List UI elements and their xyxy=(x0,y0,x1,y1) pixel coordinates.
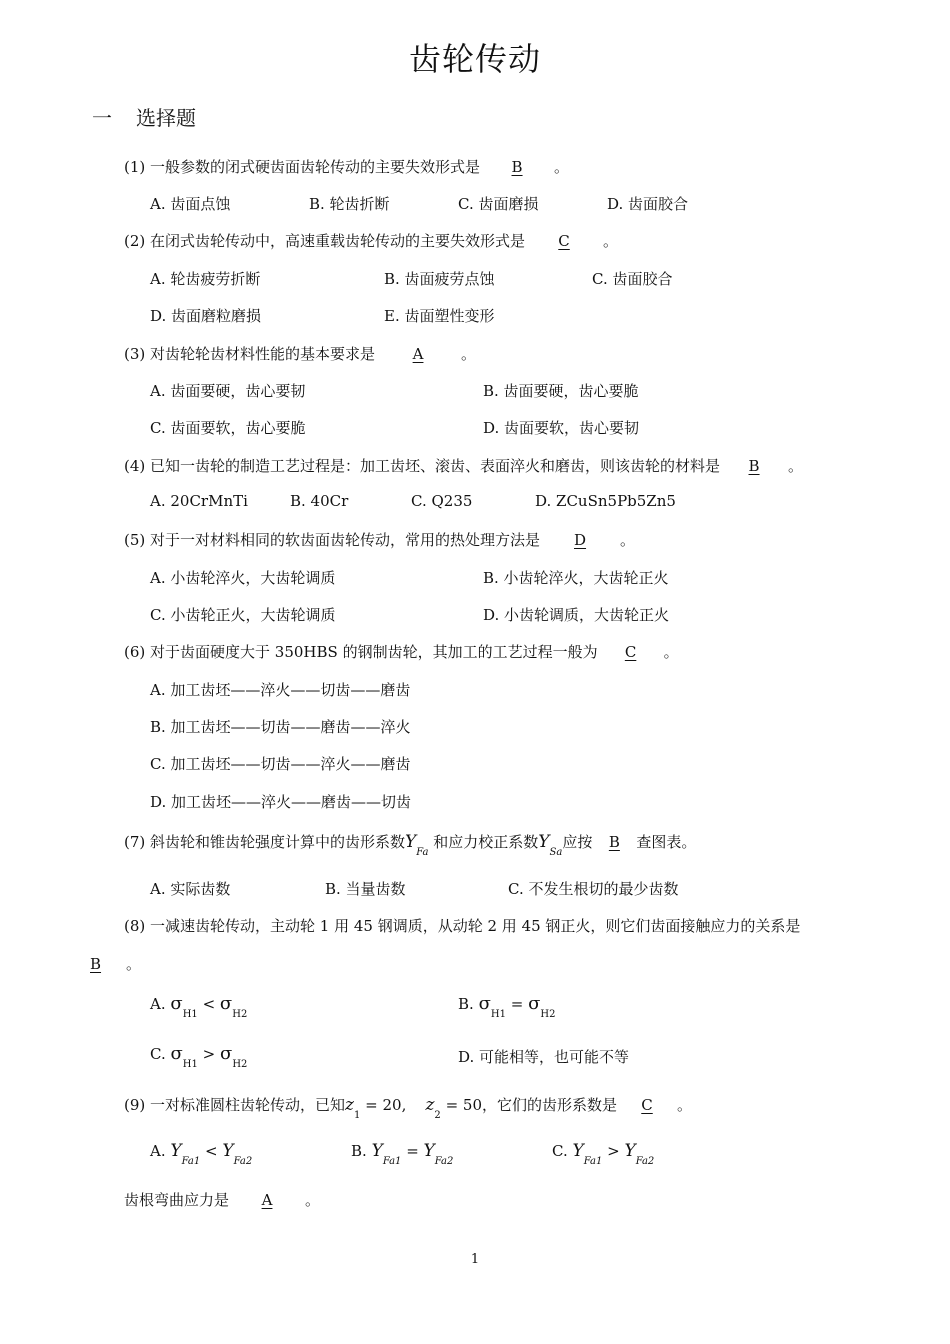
answer-blank: B xyxy=(608,833,620,851)
question-5 xyxy=(124,529,635,550)
option-label: C. xyxy=(552,1142,568,1160)
question-text: 齿根弯曲应力是 xyxy=(124,1191,230,1209)
option: A. 实际齿数 xyxy=(150,880,231,898)
option-b xyxy=(351,1141,454,1167)
option: A. 加工齿坯——淬火——切齿——磨齿 xyxy=(150,681,411,699)
subscript: Fa2 xyxy=(635,1156,655,1167)
question-2 xyxy=(124,230,618,251)
symbol-y: Y xyxy=(170,1141,182,1161)
option: D. 小齿轮调质，大齿轮正火 xyxy=(483,606,670,624)
sigma-symbol: σ xyxy=(170,993,183,1014)
option: D. ZCuSn5Pb5Zn5 xyxy=(535,492,676,510)
subscript: 1 xyxy=(354,1110,361,1121)
option: C. 齿面要软，齿心要脆 xyxy=(150,419,306,437)
question-text: (1) 一般参数的闭式硬齿面齿轮传动的主要失效形式是 xyxy=(124,158,481,176)
question-text: (6) 对于齿面硬度大于 350HBS 的钢制齿轮，其加工的工艺过程一般为 xyxy=(124,643,598,661)
option-c xyxy=(150,1043,248,1070)
symbol-y: Y xyxy=(405,832,417,852)
symbol-y: Y xyxy=(624,1141,636,1161)
option-label: C. xyxy=(150,1045,166,1063)
subscript: Fa1 xyxy=(181,1156,201,1167)
option-a xyxy=(150,1141,253,1167)
option: C. 小齿轮正火，大齿轮调质 xyxy=(150,606,336,624)
option-a xyxy=(150,993,248,1020)
question-end: 。 xyxy=(620,531,636,549)
symbol-y: Y xyxy=(371,1141,383,1161)
question-end: 。 xyxy=(677,1096,693,1114)
question-end: 。 xyxy=(788,457,804,475)
option-label: B. xyxy=(351,1142,367,1160)
answer-blank: C xyxy=(558,232,570,250)
option: A. 齿面点蚀 xyxy=(150,195,231,213)
operator: < xyxy=(202,995,216,1013)
question-text: (7) 斜齿轮和锥齿轮强度计算中的齿形系数 xyxy=(124,833,406,851)
symbol-z: z xyxy=(425,1095,435,1115)
option: D. 齿面要软，齿心要韧 xyxy=(483,419,640,437)
question-9 xyxy=(124,1094,693,1121)
operator: < xyxy=(205,1142,218,1160)
operator: > xyxy=(202,1045,216,1063)
option: B. 齿面要硬，齿心要脆 xyxy=(483,382,639,400)
option: B. 40Cr xyxy=(290,492,349,510)
answer-blank: D xyxy=(574,531,587,549)
subscript: 2 xyxy=(434,1110,441,1121)
question-end: 。 xyxy=(554,158,570,176)
option: B. 加工齿坯——切齿——磨齿——淬火 xyxy=(150,718,411,736)
answer-blank: A xyxy=(412,345,424,363)
option: D. 齿面磨粒磨损 xyxy=(150,307,262,325)
subscript: H2 xyxy=(232,1009,248,1020)
symbol-y: Y xyxy=(423,1141,435,1161)
value: = 20, xyxy=(365,1096,407,1114)
section-label: 选择题 xyxy=(136,106,196,130)
subscript: H1 xyxy=(182,1059,198,1070)
sigma-symbol: σ xyxy=(478,993,491,1014)
answer-blank: B xyxy=(511,158,523,176)
question-text: 和应力校正系数 xyxy=(433,833,539,851)
option: C. Q235 xyxy=(411,492,473,510)
option: C. 齿面胶合 xyxy=(592,270,673,288)
question-end: 。 xyxy=(305,1191,321,1209)
question-text: (5) 对于一对材料相同的软齿面齿轮传动，常用的热处理方法是 xyxy=(124,531,541,549)
section-heading xyxy=(92,102,196,131)
question-8-answer-line xyxy=(90,953,141,974)
operator: > xyxy=(607,1142,620,1160)
page-title: 齿轮传动 xyxy=(408,40,541,78)
answer-blank: C xyxy=(624,643,637,661)
option: A. 齿面要硬，齿心要韧 xyxy=(150,382,306,400)
sigma-symbol: σ xyxy=(170,1043,183,1064)
section-number: 一 xyxy=(92,106,112,130)
sigma-symbol: σ xyxy=(528,993,541,1014)
subscript: H2 xyxy=(232,1059,248,1070)
operator: = xyxy=(406,1142,419,1160)
operator: = xyxy=(510,995,524,1013)
symbol-z: z xyxy=(345,1095,354,1115)
question-end: 。 xyxy=(603,232,619,250)
option-c xyxy=(552,1141,655,1167)
question-3 xyxy=(124,343,476,364)
question-text: 应按 xyxy=(562,833,593,851)
question-text: (4) 已知一齿轮的制造工艺过程是：加工齿坯、滚齿、表面淬火和磨齿，则该齿轮的材料是 xyxy=(124,457,721,475)
question-text: (9) 一对标准圆柱齿轮传动，已知 xyxy=(124,1096,346,1114)
question-end: 查图表。 xyxy=(636,833,697,851)
option-label: A. xyxy=(150,995,166,1013)
option: D. 加工齿坯——淬火——磨齿——切齿 xyxy=(150,793,412,811)
option: C. 加工齿坯——切齿——淬火——磨齿 xyxy=(150,755,411,773)
subscript: H1 xyxy=(182,1009,198,1020)
question-4 xyxy=(124,455,803,476)
option-d: D. 可能相等，也可能不等 xyxy=(458,1048,630,1066)
answer-blank: B xyxy=(90,955,102,973)
question-text: (2) 在闭式齿轮传动中，高速重载齿轮传动的主要失效形式是 xyxy=(124,232,526,250)
symbol-y: Y xyxy=(538,832,550,852)
option: B. 当量齿数 xyxy=(325,880,406,898)
question-1 xyxy=(124,156,569,177)
subscript: Fa xyxy=(416,847,429,858)
question-6 xyxy=(124,641,679,662)
subscript: H2 xyxy=(540,1009,556,1020)
option: E. 齿面塑性变形 xyxy=(384,307,495,325)
subscript: Fa1 xyxy=(583,1156,603,1167)
question-end: 。 xyxy=(461,345,477,363)
page-number: 1 xyxy=(470,1252,480,1267)
question-text: (3) 对齿轮轮齿材料性能的基本要求是 xyxy=(124,345,376,363)
option: C. 不发生根切的最少齿数 xyxy=(508,880,679,898)
value: = 50 xyxy=(445,1096,482,1114)
subscript: Fa2 xyxy=(233,1156,253,1167)
subscript: Fa1 xyxy=(382,1156,402,1167)
option: B. 小齿轮淬火，大齿轮正火 xyxy=(483,569,669,587)
question-end: 。 xyxy=(663,643,679,661)
option-label: A. xyxy=(150,1142,166,1160)
answer-blank: B xyxy=(748,457,760,475)
answer-blank: A xyxy=(261,1191,273,1209)
symbol-y: Y xyxy=(222,1141,234,1161)
option: A. 小齿轮淬火，大齿轮调质 xyxy=(150,569,336,587)
sigma-symbol: σ xyxy=(220,1043,233,1064)
subscript: Sa xyxy=(549,847,563,858)
symbol-y: Y xyxy=(572,1141,584,1161)
option-label: B. xyxy=(458,995,474,1013)
sigma-symbol: σ xyxy=(219,993,233,1014)
question-end: 。 xyxy=(126,955,142,973)
option: D. 齿面胶合 xyxy=(607,195,689,213)
option: B. 轮齿折断 xyxy=(309,195,390,213)
subscript: H1 xyxy=(490,1009,506,1020)
question-8: (8) 一减速齿轮传动，主动轮 1 用 45 钢调质，从动轮 2 用 45 钢正火，则它们齿面接触应力的关系是 xyxy=(124,917,801,935)
option: C. 齿面磨损 xyxy=(458,195,539,213)
question-9-root-stress xyxy=(124,1189,320,1210)
subscript: Fa2 xyxy=(434,1156,454,1167)
answer-blank: C xyxy=(641,1096,653,1114)
question-7 xyxy=(124,831,697,858)
option: B. 齿面疲劳点蚀 xyxy=(384,270,495,288)
option-b xyxy=(458,993,556,1020)
option: A. 轮齿疲劳折断 xyxy=(150,270,261,288)
question-text: ，它们的齿形系数是 xyxy=(482,1096,618,1114)
option: A. 20CrMnTi xyxy=(150,492,248,510)
